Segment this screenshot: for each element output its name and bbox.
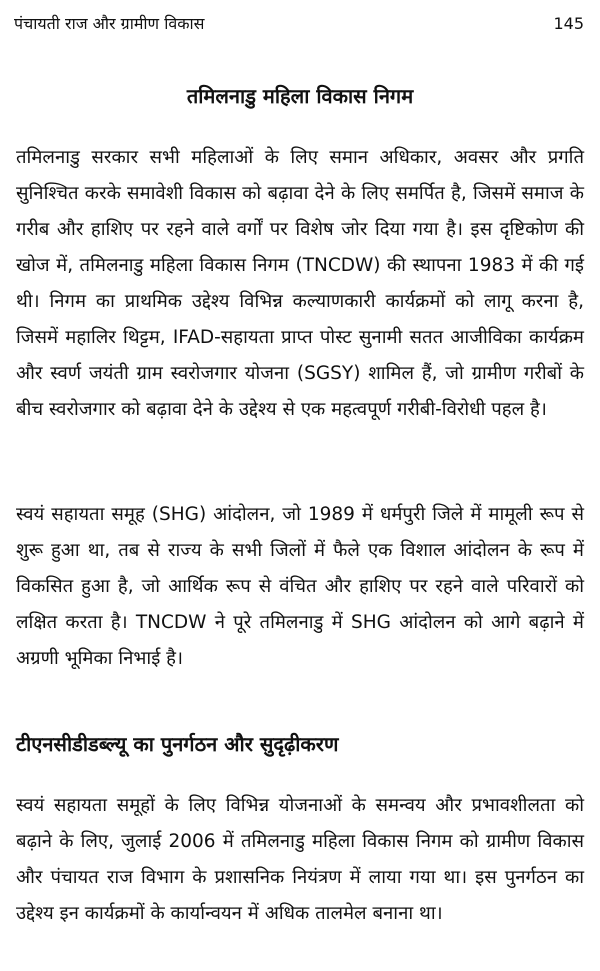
paragraph-2: स्वयं सहायता समूह (SHG) आंदोलन, जो 1989 में धर्मपुरी जिले में मामूली रूप से शुरू हुआ था, तब से राज्य के सभी जिलों में फैले एक विशाल आंदोलन के रूप में विकसित हुआ है, जो आर्थिक रूप से वंचित और हाशिए पर रहने वाले परिवारों को लक्षित करता है। TNCDW ने पूरे तमिलनाडु में SHG आंदोलन को आगे बढ़ाने में अग्रणी भूमिका निभाई है। xyxy=(16,504,584,669)
paragraph-3: स्वयं सहायता समूहों के लिए विभिन्न योजनाओं के समन्वय और प्रभावशीलता को बढ़ाने के लिए, जुलाई 2006 में तमिलनाडु महिला विकास निगम को ग्रामीण विकास और पंचायत राज विभाग के प्रशासनिक नियंत्रण में लाया गया था। इस पुनर्गठन का उद्देश्य इन कार्यक्रमों के कार्यान्वयन में अधिक तालमेल बनाना था। xyxy=(16,795,584,924)
chapter-title: तमिलनाडु महिला विकास निगम xyxy=(186,84,414,108)
page-number: 145 xyxy=(553,14,584,33)
header-title: पंचायती राज और ग्रामीण विकास xyxy=(14,14,205,33)
running-header xyxy=(14,12,584,36)
paragraph-1: तमिलनाडु सरकार सभी महिलाओं के लिए समान अधिकार, अवसर और प्रगति सुनिश्चित करके समावेशी विकास को बढ़ावा देने के लिए समर्पित है, जिसमें समाज के गरीब और हाशिए पर रहने वाले वर्गों पर विशेष जोर दिया गया है। इस दृष्टिकोण की खोज में, तमिलनाडु महिला विकास निगम (TNCDW) की स्थापना 1983 में की गई थी। निगम का प्राथमिक उद्देश्य विभिन्न कल्याणकारी कार्यक्रमों को लागू करना है, जिसमें महालिर थिट्टम, IFAD-सहायता प्राप्त पोस्ट सुनामी सतत आजीविका कार्यक्रम और स्वर्ण जयंती ग्राम स्वरोजगार योजना (SGSY) शामिल हैं, जो ग्रामीण गरीबों के बीच स्वरोजगार को बढ़ावा देने के उद्देश्य से एक महत्वपूर्ण गरीबी-विरोधी पहल है। xyxy=(16,147,584,420)
section-heading: टीएनसीडीडब्ल्यू का पुनर्गठन और सुदृढ़ीकरण xyxy=(16,732,339,756)
